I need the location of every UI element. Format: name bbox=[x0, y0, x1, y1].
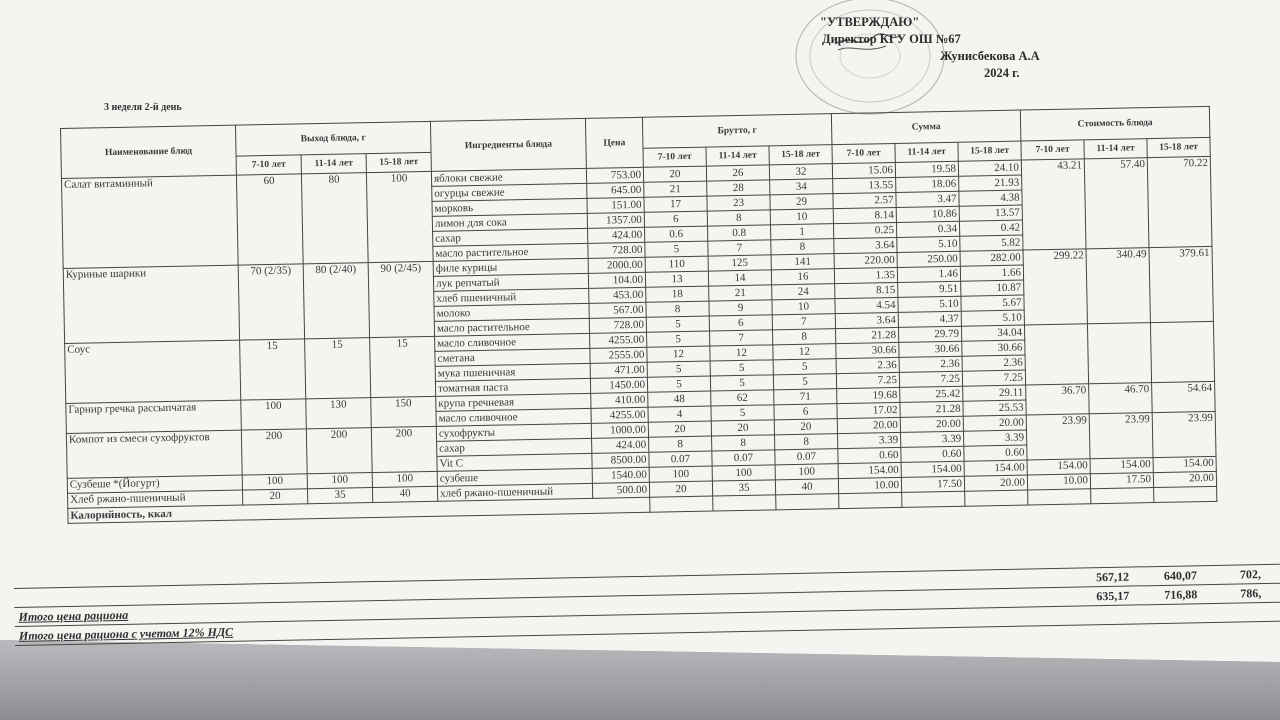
brutto-value: 0.07 bbox=[712, 450, 775, 466]
brutto-value: 7 bbox=[710, 330, 773, 346]
dish-cost: 20.00 bbox=[1153, 471, 1216, 487]
brutto-value: 29 bbox=[770, 194, 833, 210]
sum-value: 5.10 bbox=[898, 296, 961, 312]
sum-value: 250.00 bbox=[897, 251, 960, 267]
sum-value: 3.39 bbox=[963, 430, 1026, 446]
brutto-value: 100 bbox=[775, 464, 838, 480]
dish-cost: 23.99 bbox=[1089, 413, 1153, 459]
dish-cost: 43.21 bbox=[1021, 159, 1086, 250]
brutto-value: 26 bbox=[706, 165, 769, 181]
ingredient-name: масло растительное bbox=[433, 243, 588, 261]
header-age: 11-14 лет bbox=[1084, 139, 1147, 159]
brutto-value: 18 bbox=[646, 286, 709, 302]
ingredient-price: 1540.00 bbox=[592, 467, 649, 483]
brutto-value: 100 bbox=[712, 465, 775, 481]
brutto-value: 40 bbox=[775, 479, 838, 495]
sum-value: 5.82 bbox=[960, 235, 1023, 251]
ingredient-price: 151.00 bbox=[587, 197, 644, 213]
brutto-value: 6 bbox=[774, 404, 837, 420]
header-age: 15-18 лет bbox=[769, 145, 832, 165]
header-age: 11-14 лет bbox=[301, 154, 366, 174]
sum-value: 20.00 bbox=[837, 417, 900, 433]
sum-value: 4.54 bbox=[835, 297, 898, 313]
empty-cell bbox=[713, 495, 776, 511]
menu-table bbox=[60, 106, 1217, 524]
sum-value: 4.38 bbox=[959, 190, 1022, 206]
brutto-value: 24 bbox=[772, 284, 835, 300]
sum-value: 5.10 bbox=[897, 236, 960, 252]
dish-output: 80 bbox=[301, 173, 368, 264]
header-age: 7-10 лет bbox=[643, 147, 706, 167]
ingredient-price: 645.00 bbox=[587, 182, 644, 198]
dish-output: 100 bbox=[366, 171, 433, 262]
ingredient-name: масло сливочное bbox=[435, 333, 590, 351]
dish-output: 200 bbox=[371, 426, 437, 472]
sum-value: 1.66 bbox=[960, 265, 1023, 281]
dish-cost: 10.00 bbox=[1027, 474, 1090, 490]
total-vat-label: Итого цена рациона с учетом 12% НДС bbox=[18, 624, 234, 643]
dish-output: 130 bbox=[306, 398, 372, 429]
empty-cell bbox=[776, 494, 839, 510]
brutto-value: 8 bbox=[646, 301, 709, 317]
ingredient-name: сухофрукты bbox=[436, 423, 591, 441]
header-age: 15-18 лет bbox=[366, 152, 431, 172]
ingredient-name: сузбеше bbox=[437, 468, 592, 486]
brutto-value: 13 bbox=[645, 271, 708, 287]
sum-value: 13.57 bbox=[959, 205, 1022, 221]
ingredient-name: масло сливочное bbox=[436, 408, 591, 426]
sum-value: 1.46 bbox=[897, 266, 960, 282]
brutto-value: 71 bbox=[774, 389, 837, 405]
sum-value: 7.25 bbox=[899, 371, 962, 387]
ingredient-price: 4255.00 bbox=[590, 332, 647, 348]
sum-value: 10.00 bbox=[838, 477, 901, 493]
dish-output: 15 bbox=[305, 338, 371, 399]
sum-value: 18.06 bbox=[896, 176, 959, 192]
ingredient-price: 453.00 bbox=[589, 287, 646, 303]
ingredient-name: морковь bbox=[432, 198, 587, 216]
sum-value: 21.28 bbox=[900, 401, 963, 417]
ingredient-price: 728.00 bbox=[589, 317, 646, 333]
sum-value: 30.66 bbox=[836, 342, 899, 358]
dish-cost: 57.40 bbox=[1084, 158, 1149, 249]
brutto-value: 8 bbox=[707, 210, 770, 226]
header-brutto: Брутто, г bbox=[642, 114, 832, 149]
brutto-value: 20 bbox=[649, 481, 712, 497]
sum-value: 0.60 bbox=[838, 447, 901, 463]
dish-output: 60 bbox=[236, 174, 303, 265]
ingredient-price: 1450.00 bbox=[590, 377, 647, 393]
ingredient-name: крупа гречневая bbox=[436, 393, 591, 411]
brutto-value: 0.6 bbox=[645, 226, 708, 242]
header-age: 7-10 лет bbox=[832, 143, 895, 163]
header-age: 7-10 лет bbox=[236, 155, 301, 175]
total-value: 786, bbox=[1240, 586, 1262, 601]
brutto-value: 12 bbox=[773, 344, 836, 360]
calories-label: Калорийность, ккал bbox=[68, 497, 650, 523]
brutto-value: 5 bbox=[710, 375, 773, 391]
total-value: 640,07 bbox=[1163, 568, 1198, 583]
sum-value: 3.64 bbox=[834, 237, 897, 253]
dish-name: Салат витаминный bbox=[61, 175, 238, 268]
dish-output: 20 bbox=[242, 489, 307, 505]
brutto-value: 9 bbox=[709, 300, 772, 316]
ingredient-price: 728.00 bbox=[588, 242, 645, 258]
brutto-value: 62 bbox=[711, 390, 774, 406]
empty-cell bbox=[839, 492, 902, 508]
brutto-value: 110 bbox=[645, 256, 708, 272]
dish-output: 70 (2/35) bbox=[238, 264, 304, 340]
brutto-value: 5 bbox=[646, 316, 709, 332]
sum-value: 0.42 bbox=[959, 220, 1022, 236]
total-value: 635,17 bbox=[1096, 588, 1130, 604]
ingredient-price: 753.00 bbox=[586, 167, 643, 183]
brutto-value: 7 bbox=[708, 240, 771, 256]
week-label: 3 неделя 2-й день bbox=[104, 102, 182, 113]
header-output: Выход блюда, г bbox=[235, 121, 431, 156]
sum-value: 13.55 bbox=[833, 177, 896, 193]
brutto-value: 125 bbox=[708, 255, 771, 271]
total-price-label: Итого цена рациона bbox=[18, 607, 129, 624]
sum-value: 20.00 bbox=[900, 416, 963, 432]
ingredient-price: 410.00 bbox=[591, 392, 648, 408]
sum-value: 0.25 bbox=[833, 222, 896, 238]
sum-value: 2.36 bbox=[836, 357, 899, 373]
dish-cost bbox=[1150, 321, 1214, 382]
dish-cost: 17.50 bbox=[1090, 473, 1153, 489]
ingredient-price: 424.00 bbox=[588, 227, 645, 243]
ingredient-name: мука пшеничная bbox=[435, 363, 590, 381]
brutto-value: 7 bbox=[772, 314, 835, 330]
sum-value: 3.39 bbox=[900, 431, 963, 447]
empty-cell bbox=[1091, 488, 1154, 504]
sum-value: 21.28 bbox=[835, 327, 898, 343]
brutto-value: 0.07 bbox=[649, 451, 712, 467]
sum-value: 282.00 bbox=[960, 250, 1023, 266]
dish-cost: 340.49 bbox=[1086, 248, 1150, 324]
brutto-value: 10 bbox=[772, 299, 835, 315]
ingredient-name: филе курицы bbox=[433, 258, 588, 276]
sum-value: 25.53 bbox=[963, 400, 1026, 416]
sum-value: 17.02 bbox=[837, 402, 900, 418]
header-age: 15-18 лет bbox=[958, 141, 1021, 161]
brutto-value: 17 bbox=[644, 196, 707, 212]
sum-value: 29.79 bbox=[898, 326, 961, 342]
sum-value: 19.58 bbox=[895, 161, 958, 177]
empty-cell bbox=[1028, 489, 1091, 505]
brutto-value: 34 bbox=[770, 179, 833, 195]
dish-cost: 299.22 bbox=[1023, 249, 1087, 325]
ingredient-name: томатная паста bbox=[435, 378, 590, 396]
sum-value: 15.06 bbox=[832, 162, 895, 178]
dish-cost bbox=[1024, 324, 1088, 385]
brutto-value: 32 bbox=[769, 164, 832, 180]
total-value: 702, bbox=[1239, 567, 1262, 582]
sum-value: 2.36 bbox=[899, 356, 962, 372]
sum-value: 17.50 bbox=[901, 476, 964, 492]
sum-value: 0.60 bbox=[901, 446, 964, 462]
header-age: 7-10 лет bbox=[1021, 140, 1084, 160]
sum-value: 10.86 bbox=[896, 206, 959, 222]
dish-cost: 54.64 bbox=[1152, 381, 1216, 412]
header-age: 11-14 лет bbox=[706, 146, 769, 166]
total-value: 567,12 bbox=[1095, 569, 1130, 585]
brutto-value: 141 bbox=[771, 254, 834, 270]
sum-value: 8.14 bbox=[833, 207, 896, 223]
brutto-value: 1 bbox=[770, 224, 833, 240]
dish-output: 200 bbox=[241, 429, 307, 475]
ingredient-name: Vit C bbox=[437, 453, 592, 471]
brutto-value: 5 bbox=[647, 376, 710, 392]
ingredient-price: 104.00 bbox=[588, 272, 645, 288]
dish-cost: 23.99 bbox=[1152, 411, 1216, 457]
dish-output: 100 bbox=[241, 399, 307, 430]
header-ingredients: Ингредиенты блюда bbox=[430, 118, 586, 171]
brutto-value: 20 bbox=[774, 419, 837, 435]
sum-value: 24.10 bbox=[958, 160, 1021, 176]
approval-director: Директор КГУ ОШ №67 bbox=[822, 32, 961, 46]
sum-value: 7.25 bbox=[962, 370, 1025, 386]
brutto-value: 5 bbox=[773, 374, 836, 390]
header-price: Цена bbox=[585, 117, 643, 168]
dish-cost: 154.00 bbox=[1027, 459, 1090, 475]
dish-output: 90 (2/45) bbox=[368, 261, 434, 337]
sum-value: 5.10 bbox=[961, 310, 1024, 326]
sum-value: 19.68 bbox=[837, 387, 900, 403]
brutto-value: 8 bbox=[775, 434, 838, 450]
brutto-value: 20 bbox=[643, 166, 706, 182]
approval-title: "УТВЕРЖДАЮ" bbox=[820, 15, 920, 29]
sum-value: 10.87 bbox=[961, 280, 1024, 296]
sum-value: 20.00 bbox=[964, 475, 1027, 491]
ingredient-price: 2000.00 bbox=[588, 257, 645, 273]
dish-cost: 70.22 bbox=[1147, 156, 1212, 247]
ingredient-name: сметана bbox=[435, 348, 590, 366]
dish-output: 150 bbox=[371, 396, 437, 427]
sum-value: 9.51 bbox=[898, 281, 961, 297]
brutto-value: 23 bbox=[707, 195, 770, 211]
ingredient-name: молоко bbox=[434, 303, 589, 321]
dish-output: 100 bbox=[242, 474, 307, 490]
sum-value: 30.66 bbox=[899, 341, 962, 357]
ingredient-name: яблоки свежие bbox=[431, 168, 586, 186]
brutto-value: 6 bbox=[644, 211, 707, 227]
sum-value: 34.04 bbox=[961, 325, 1024, 341]
approval-name: Жунисбекова А.А bbox=[940, 49, 1040, 63]
menu-body bbox=[61, 156, 1216, 523]
brutto-value: 16 bbox=[771, 269, 834, 285]
dish-name: Соус bbox=[65, 340, 241, 403]
ingredient-price: 1357.00 bbox=[587, 212, 644, 228]
sum-value: 154.00 bbox=[901, 461, 964, 477]
header-age: 15-18 лет bbox=[1147, 137, 1210, 157]
brutto-value: 5 bbox=[647, 361, 710, 377]
dish-name: Сузбеше *(Йогурт) bbox=[67, 475, 242, 493]
brutto-value: 5 bbox=[773, 359, 836, 375]
total-value: 716,88 bbox=[1164, 587, 1198, 602]
header-age: 11-14 лет bbox=[895, 142, 958, 162]
ingredient-price: 471.00 bbox=[590, 362, 647, 378]
dish-output: 80 (2/40) bbox=[303, 263, 369, 339]
ingredient-price: 500.00 bbox=[592, 482, 649, 498]
ingredient-price: 567.00 bbox=[589, 302, 646, 318]
ingredient-name: огурцы свежие bbox=[432, 183, 587, 201]
ingredient-name: хлеб ржано-пшеничный bbox=[437, 483, 592, 501]
brutto-value: 100 bbox=[649, 466, 712, 482]
brutto-value: 6 bbox=[709, 315, 772, 331]
brutto-value: 5 bbox=[710, 360, 773, 376]
brutto-value: 12 bbox=[710, 345, 773, 361]
dish-name: Хлеб ржано-пшеничный bbox=[68, 490, 243, 508]
dish-output: 100 bbox=[307, 473, 372, 489]
brutto-value: 10 bbox=[770, 209, 833, 225]
header-dish: Наименование блюд bbox=[61, 125, 237, 178]
sum-value: 4.37 bbox=[898, 311, 961, 327]
brutto-value: 21 bbox=[644, 181, 707, 197]
sum-value: 2.36 bbox=[962, 355, 1025, 371]
brutto-value: 0.8 bbox=[708, 225, 771, 241]
sum-value: 8.15 bbox=[835, 282, 898, 298]
ingredient-name: лук репчатый bbox=[433, 273, 588, 291]
dish-name: Куриные шарики bbox=[63, 265, 239, 343]
ingredient-name: лимон для сока bbox=[432, 213, 587, 231]
sum-value: 0.34 bbox=[896, 221, 959, 237]
sum-value: 154.00 bbox=[838, 462, 901, 478]
brutto-value: 8 bbox=[773, 329, 836, 345]
dish-name: Гарнир гречка рассыпчатая bbox=[66, 400, 242, 433]
sum-value: 1.35 bbox=[834, 267, 897, 283]
sum-value: 154.00 bbox=[964, 460, 1027, 476]
sum-value: 3.39 bbox=[838, 432, 901, 448]
ingredient-name: масло растительное bbox=[434, 318, 589, 336]
brutto-value: 8 bbox=[712, 435, 775, 451]
approval-date: 2024 г. bbox=[984, 66, 1020, 80]
brutto-value: 28 bbox=[707, 180, 770, 196]
sum-value: 29.11 bbox=[963, 385, 1026, 401]
header-cost: Стоимость блюда bbox=[1020, 106, 1210, 141]
empty-cell bbox=[650, 496, 713, 512]
header-sum: Сумма bbox=[831, 110, 1021, 145]
brutto-value: 4 bbox=[648, 406, 711, 422]
sum-value: 25.42 bbox=[900, 386, 963, 402]
dish-cost: 379.61 bbox=[1149, 246, 1213, 322]
dish-output: 40 bbox=[372, 486, 437, 502]
dish-cost: 46.70 bbox=[1089, 383, 1153, 414]
ingredient-price: 8500.00 bbox=[592, 452, 649, 468]
brutto-value: 35 bbox=[712, 480, 775, 496]
sum-value: 20.00 bbox=[963, 415, 1026, 431]
dish-cost: 36.70 bbox=[1026, 384, 1090, 415]
brutto-value: 8 bbox=[771, 239, 834, 255]
brutto-value: 5 bbox=[645, 241, 708, 257]
dish-output: 200 bbox=[306, 428, 372, 474]
brutto-value: 21 bbox=[709, 285, 772, 301]
ingredient-price: 1000.00 bbox=[591, 422, 648, 438]
dish-name: Компот из смеси сухофруктов bbox=[66, 430, 242, 478]
dish-output: 15 bbox=[240, 339, 306, 400]
sum-value: 21.93 bbox=[959, 175, 1022, 191]
dish-cost: 154.00 bbox=[1153, 456, 1216, 472]
ingredient-price: 2555.00 bbox=[590, 347, 647, 363]
dish-cost: 23.99 bbox=[1026, 414, 1090, 460]
brutto-value: 5 bbox=[647, 331, 710, 347]
dish-output: 35 bbox=[307, 488, 372, 504]
brutto-value: 20 bbox=[648, 421, 711, 437]
empty-cell bbox=[902, 491, 965, 507]
ingredient-name: сахар bbox=[433, 228, 588, 246]
sum-value: 2.57 bbox=[833, 192, 896, 208]
ingredient-price: 424.00 bbox=[592, 437, 649, 453]
ingredient-name: сахар bbox=[437, 438, 592, 456]
dish-cost bbox=[1087, 323, 1151, 384]
brutto-value: 14 bbox=[708, 270, 771, 286]
sum-value: 3.47 bbox=[896, 191, 959, 207]
sum-value: 3.64 bbox=[835, 312, 898, 328]
ingredient-price: 4255.00 bbox=[591, 407, 648, 423]
dish-output: 100 bbox=[372, 471, 437, 487]
empty-cell bbox=[1154, 486, 1217, 502]
brutto-value: 20 bbox=[711, 420, 774, 436]
sum-value: 30.66 bbox=[962, 340, 1025, 356]
ingredient-name: хлеб пшеничный bbox=[434, 288, 589, 306]
dish-cost: 154.00 bbox=[1090, 458, 1153, 474]
dish-output: 15 bbox=[370, 336, 436, 397]
empty-cell bbox=[965, 490, 1028, 506]
sum-value: 220.00 bbox=[834, 252, 897, 268]
brutto-value: 8 bbox=[649, 436, 712, 452]
brutto-value: 5 bbox=[711, 405, 774, 421]
sum-value: 5.67 bbox=[961, 295, 1024, 311]
brutto-value: 48 bbox=[648, 391, 711, 407]
brutto-value: 12 bbox=[647, 346, 710, 362]
sum-value: 7.25 bbox=[836, 372, 899, 388]
brutto-value: 0.07 bbox=[775, 449, 838, 465]
sum-value: 0.60 bbox=[964, 445, 1027, 461]
